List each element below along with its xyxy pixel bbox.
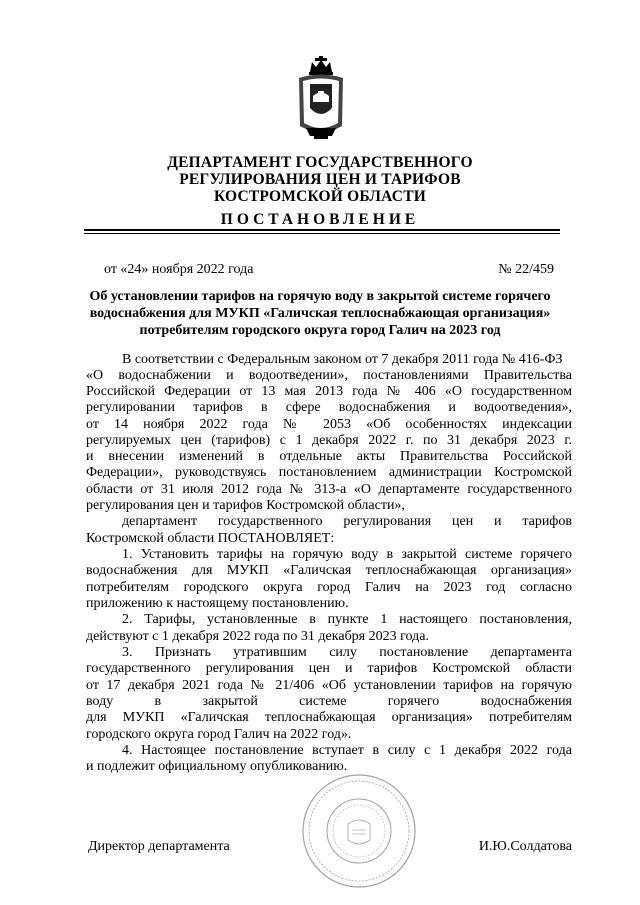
- signer-title: Директор департамента: [88, 839, 230, 854]
- body-line: Федерации», руководствуясь постановлением администрации Костромской: [86, 465, 572, 480]
- body-line: 4. Настоящее постановление вступает в силу с 1 декабря 2022 года: [122, 743, 572, 758]
- document-date: от «24» ноября 2022 года: [104, 262, 254, 277]
- body-line: от 17 декабря 2021 года № 21/406 «Об установлении тарифов на горячую: [86, 678, 572, 693]
- department-name-line-2: РЕГУЛИРОВАНИЯ ЦЕН И ТАРИФОВ: [179, 171, 461, 188]
- document-number: № 22/459: [498, 262, 554, 277]
- body-line: 3. Признать утратившим силу постановление департамента: [122, 645, 572, 660]
- signer-name: И.Ю.Солдатова: [478, 839, 572, 854]
- body-line: приложению к настоящему постановлению.: [86, 596, 349, 611]
- body-line: Костромской области ПОСТАНОВЛЯЕТ:: [86, 531, 335, 546]
- body-line: для МУКП «Галичская теплоснабжающая организация» потребителям: [86, 710, 572, 725]
- header-divider-thick: [84, 229, 560, 231]
- body-line: и внесении изменений в отдельные акты Правительства Российской: [86, 449, 572, 464]
- subject-line-1: Об установлении тарифов на горячую воду в закрытой системе горячего: [89, 289, 551, 304]
- body-line: потребителям городского округа город Галич на 2023 год согласно: [86, 580, 572, 595]
- body-line: области от 31 июля 2012 года № 313-а «О департаменте государственного: [86, 482, 572, 497]
- subject-line-2: водоснабжения для МУКП «Галичская теплоснабжающая организация»: [89, 306, 551, 321]
- document-type-title: ПОСТАНОВЛЕНИЕ: [220, 211, 420, 228]
- body-line: регулировании тарифов в сфере водоснабжения и водоотведения»,: [86, 400, 572, 415]
- department-name-line-3: КОСТРОМСКОЙ ОБЛАСТИ: [213, 188, 426, 205]
- kostroma-coat-of-arms-icon: [296, 56, 346, 142]
- body-line: «О водоснабжении и водоотведении», постановлениями Правительства: [86, 368, 572, 383]
- body-line: государственного регулирования цен и тарифов Костромской области: [86, 661, 572, 676]
- body-line: регулируемых цен (тарифов) с 1 декабря 2022 г. по 31 декабря 2023 г.: [86, 433, 572, 448]
- department-name-line-1: ДЕПАРТАМЕНТ ГОСУДАРСТВЕННОГО: [167, 154, 473, 171]
- body-line: воду в закрытой системе горячего водоснабжения: [86, 694, 572, 709]
- body-line: от 14 ноября 2022 года № 2053 «Об особенностях индексации: [86, 417, 572, 432]
- header-divider-thin: [84, 233, 560, 234]
- body-line: городского округа город Галич на 2022 год».: [86, 727, 352, 742]
- body-line: действуют с 1 декабря 2022 года по 31 декабря 2023 года.: [86, 629, 429, 644]
- body-line: регулирования цен и тарифов Костромской области»,: [86, 498, 405, 513]
- body-line: Российской Федерации от 13 мая 2013 года № 406 «О государственном: [86, 384, 572, 399]
- subject-line-3: потребителям городского округа город Галич на 2023 год: [139, 323, 501, 338]
- body-line: 2. Тарифы, установленные в пункте 1 настоящего постановления,: [122, 612, 572, 627]
- body-line: В соответствии с Федеральным законом от 7 декабря 2011 года № 416-ФЗ: [122, 352, 563, 367]
- official-round-stamp-icon: [300, 772, 418, 890]
- body-line: и подлежит официальному опубликованию.: [86, 759, 348, 774]
- body-line: 1. Установить тарифы на горячую воду в закрытой системе горячего: [122, 547, 572, 562]
- body-line: департамент государственного регулирования цен и тарифов: [122, 514, 572, 529]
- body-line: водоснабжения для МУКП «Галичская теплоснабжающая организация»: [86, 563, 572, 578]
